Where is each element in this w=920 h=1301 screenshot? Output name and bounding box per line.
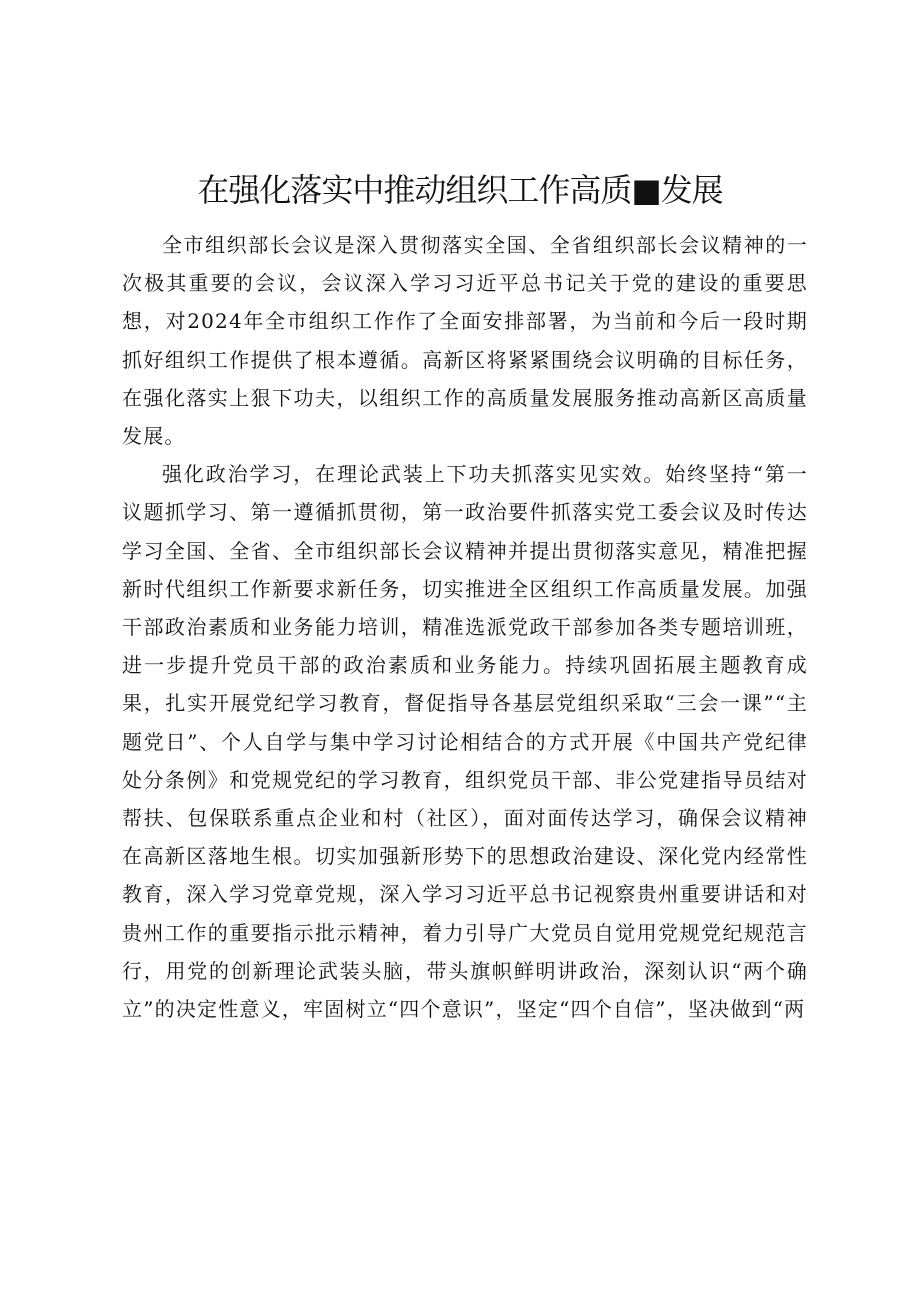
- document-body: [122, 226, 808, 1028]
- paragraph-political-study: 强化政治学习，在理论武装上下功夫抓落实见实效。始终坚持“第一议题抓学习、第一遵循抓贯彻，第一政治要件抓落实党工委会议及时传达学习全国、全省、全市组织部长会议精神并提出贯彻落实意见，精准把握新时代组织工作新要求新任务，切实推进全区组织工作高质量发展。加强干部政治素质和业务能力培训，精准选派党政干部参加各类专题培训班，进一步提升党员干部的政治素质和业务能力。持续巩固拓展主题教育成果，扎实开展党纪学习教育，督促指导各基层党组织采取“三会一课”“主题党日”、个人自学与集中学习讨论相结合的方式开展《中国共产党纪律处分条例》和党规党纪的学习教育，组织党员干部、非公党建指导员结对帮扶、包保联系重点企业和村（社区），面对面传达学习，确保会议精神在高新区落地生根。切实加强新形势下的思想政治建设、深化党内经常性教育，深入学习党章党规，深入学习习近平总书记视察贵州重要讲话和对贵州工作的重要指示批示精神，着力引导广大党员自觉用党规党纪规范言行，用党的创新理论武装头脑，带头旗帜鲜明讲政治，深刻认识“两个确立”的决定性意义，牢固树立“四个意识”，坚定“四个自信”，坚决做到“两: [122, 462, 808, 1022]
- paragraph-intro: 全市组织部长会议是深入贯彻落实全国、全省组织部长会议精神的一次极其重要的会议，会议深入学习习近平总书记关于党的建设的重要思想，对2024年全市组织工作作了全面安排部署，为当前和今后一段时期抓好组织工作提供了根本遵循。高新区将紧紧围绕会议明确的目标任务，在强化落实上狠下功夫，以组织工作的高质量发展服务推动高新区高质量发展。: [122, 233, 808, 449]
- document-title: 在强化落实中推动组织工作高质■发展: [197, 171, 723, 209]
